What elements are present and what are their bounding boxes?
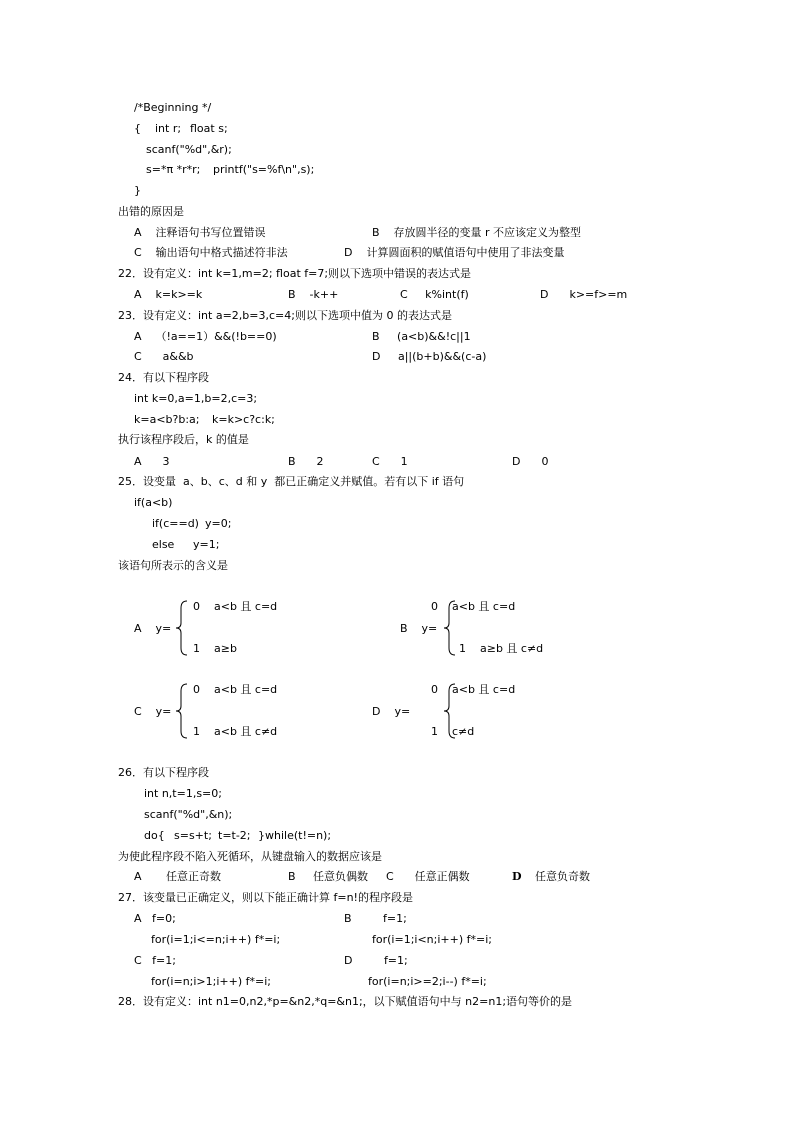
option-d: D 0 bbox=[512, 455, 549, 468]
option-a-label: A y= bbox=[134, 622, 172, 635]
option-c-case-bottom: 1 a<b 且 c≠d bbox=[193, 725, 278, 738]
code-line: s=*π *r*r; bbox=[146, 163, 201, 176]
option-d-code: for(i=n;i>=2;i--) f*=i; bbox=[368, 975, 487, 988]
option-b-label: B y= bbox=[400, 622, 438, 635]
code-line: do{ bbox=[144, 829, 165, 842]
option-b-code: for(i=1;i<n;i++) f*=i; bbox=[372, 933, 492, 946]
option-b-case-top: a<b 且 c=d bbox=[452, 600, 516, 613]
option-c: C f=1; bbox=[134, 954, 176, 967]
option-d: D a||(b+b)&&(c-a) bbox=[372, 350, 487, 363]
option-d: 任意负奇数 bbox=[535, 870, 590, 883]
code-line: printf("s=%f\n",s); bbox=[213, 163, 315, 176]
question-stem: 为使此程序段不陷入死循环，从键盘输入的数据应该是 bbox=[118, 850, 382, 863]
question-stem: 22．设有定义：int k=1,m=2; float f=7;则以下选项中错误的表达式是 bbox=[118, 267, 472, 280]
option-c-label: C y= bbox=[134, 705, 172, 718]
code-line: int n,t=1,s=0; bbox=[144, 787, 222, 800]
option-c: C 任意正偶数 bbox=[386, 870, 470, 883]
option-b: B 存放圆半径的变量 r 不应该定义为整型 bbox=[372, 226, 582, 239]
option-c: C 输出语句中格式描述符非法 bbox=[134, 246, 288, 259]
code-line: scanf("%d",&n); bbox=[144, 808, 233, 821]
option-b-case-top-value: 0 bbox=[431, 600, 438, 613]
code-line: t=t-2; bbox=[218, 829, 251, 842]
option-c: C 1 bbox=[372, 455, 408, 468]
code-line: k=a<b?b:a; bbox=[134, 413, 200, 426]
option-b: B f=1; bbox=[344, 912, 407, 925]
question-stem: 25．设变量 a、b、c、d 和 y 都已正确定义并赋值。若有以下 if 语句 bbox=[118, 475, 465, 488]
option-a: A f=0; bbox=[134, 912, 176, 925]
question-stem: 出错的原因是 bbox=[118, 205, 184, 218]
option-a-code: for(i=1;i<=n;i++) f*=i; bbox=[151, 933, 281, 946]
code-line: { int r; bbox=[134, 122, 182, 135]
question-stem: 23．设有定义：int a=2,b=3,c=4;则以下选项中值为 0 的表达式是 bbox=[118, 309, 452, 322]
option-c-case-top: 0 a<b 且 c=d bbox=[193, 683, 278, 696]
option-b: B 2 bbox=[288, 455, 324, 468]
option-b: B 任意负偶数 bbox=[288, 870, 369, 883]
left-brace-icon bbox=[175, 683, 189, 739]
option-a: A 任意正奇数 bbox=[134, 870, 222, 883]
option-c-code: for(i=n;i>1;i++) f*=i; bbox=[151, 975, 271, 988]
code-line: }while(t!=n); bbox=[258, 829, 332, 842]
code-line: s=s+t; bbox=[174, 829, 212, 842]
code-line: scanf("%d",&r); bbox=[146, 143, 232, 156]
code-line: /*Beginning */ bbox=[134, 101, 212, 114]
option-a: A （!a==1）&&(!b==0) bbox=[134, 330, 277, 343]
code-line: if(a<b) bbox=[134, 496, 173, 509]
option-b: B (a<b)&&!c||1 bbox=[372, 330, 471, 343]
option-d-case-bottom: c≠d bbox=[452, 725, 475, 738]
code-line: int k=0,a=1,b=2,c=3; bbox=[134, 392, 258, 405]
question-stem: 27．该变量已正确定义，则以下能正确计算 f=n!的程序段是 bbox=[118, 891, 413, 904]
code-line: y=1; bbox=[193, 538, 220, 551]
left-brace-icon bbox=[175, 600, 189, 656]
code-line: k=k>c?c:k; bbox=[212, 413, 275, 426]
option-a: A k=k>=k bbox=[134, 288, 203, 301]
option-a: A 注释语句书写位置错误 bbox=[134, 226, 266, 239]
option-d: D f=1; bbox=[344, 954, 408, 967]
option-a: A 3 bbox=[134, 455, 170, 468]
option-a-case-bottom: 1 a≥b bbox=[193, 642, 237, 655]
option-c: C k%int(f) bbox=[400, 288, 469, 301]
option-d: D 计算圆面积的赋值语句中使用了非法变量 bbox=[344, 246, 565, 259]
option-d-case-top: a<b 且 c=d bbox=[452, 683, 516, 696]
option-b-case-bottom: 1 a≥b 且 c≠d bbox=[459, 642, 544, 655]
option-d-case-bottom-value: 1 bbox=[431, 725, 438, 738]
code-line: } bbox=[134, 184, 141, 197]
question-stem: 该语句所表示的含义是 bbox=[118, 559, 228, 572]
option-a-case-top: 0 a<b 且 c=d bbox=[193, 600, 278, 613]
question-stem: 24．有以下程序段 bbox=[118, 371, 209, 384]
option-b: B -k++ bbox=[288, 288, 339, 301]
code-line: else bbox=[152, 538, 175, 551]
code-line: float s; bbox=[190, 122, 228, 135]
question-stem: 28．设有定义：int n1=0,n2,*p=&n2,*q=&n1;，以下赋值语句中与 n2=n1;语句等价的是 bbox=[118, 995, 573, 1008]
option-d-label: D y= bbox=[372, 705, 411, 718]
option-c: C a&&b bbox=[134, 350, 194, 363]
question-stem: 执行该程序段后，k 的值是 bbox=[118, 433, 249, 446]
code-line: y=0; bbox=[205, 517, 232, 530]
option-d-case-top-value: 0 bbox=[431, 683, 438, 696]
option-d-letter: D bbox=[512, 870, 522, 883]
option-d: D k>=f>=m bbox=[540, 288, 628, 301]
question-stem: 26．有以下程序段 bbox=[118, 766, 209, 779]
code-line: if(c==d) bbox=[152, 517, 199, 530]
